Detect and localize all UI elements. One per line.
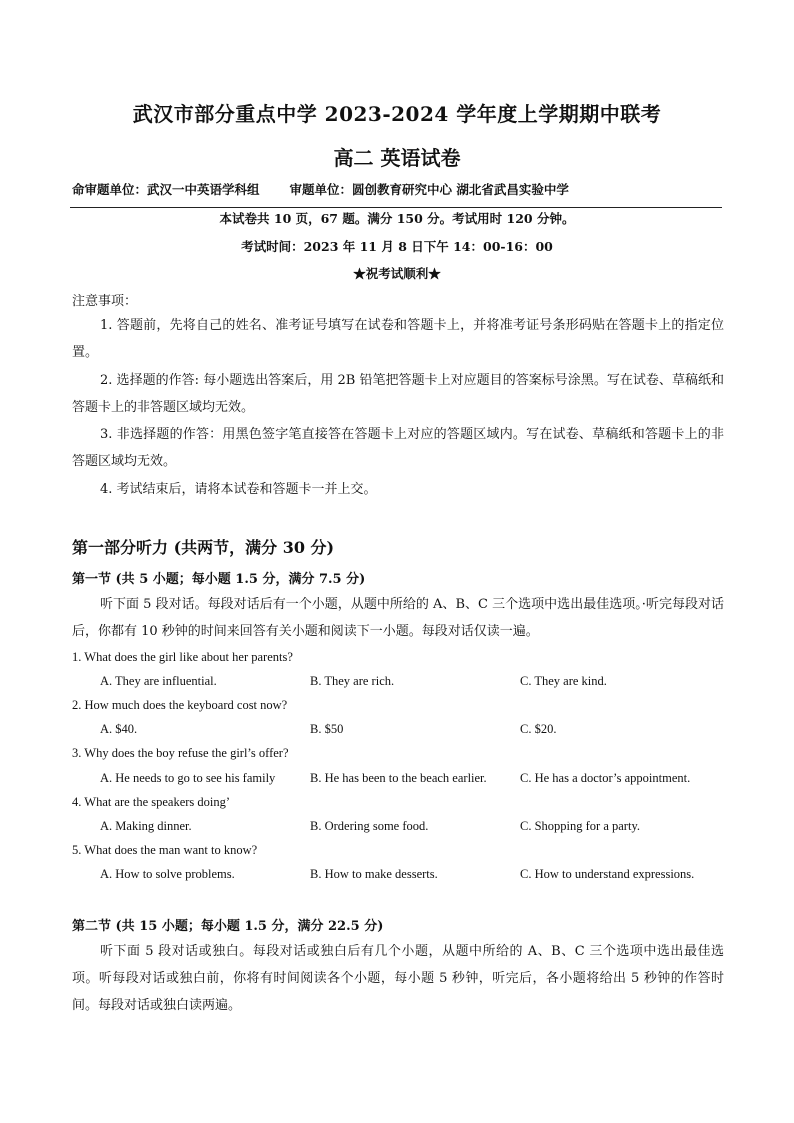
setter-units <box>72 180 569 198</box>
option-b: B. They are rich. <box>310 674 395 688</box>
option-c: C. $20. <box>520 722 557 736</box>
question-3: 3. Why does the boy refuse the girl’s offer? <box>72 746 289 760</box>
notice-item: 3. 非选择题的作答：用黑色签字笔直接答在答题卡上对应的答题区域内。写在试卷、草稿纸和答题卡上的非答题区域均无效。 <box>72 427 724 469</box>
section1-heading: 第一节 (共 5 小题；每小题 1.5 分，满分 7.5 分) <box>72 572 366 587</box>
section1-instructions: 听下面 5 段对话。每段对话后有一个小题，从题中所给的 A、B、C 三个选项中选出最佳选项。·听完每段对话后，你都有 10 秒钟的时间来回答有关小题和阅读下一小题。每段对话仅读一遍。 <box>72 597 724 639</box>
reviewer-unit: 审题单位：圆创教育研究中心 湖北省武昌实验中学 <box>289 182 569 197</box>
question-5: 5. What does the man want to know? <box>72 843 258 857</box>
notice-heading: 注意事项： <box>72 294 138 309</box>
header-divider <box>70 207 722 208</box>
option-c: C. How to understand expressions. <box>520 867 695 881</box>
option-b: B. $50 <box>310 722 344 736</box>
setter-unit: 命审题单位：武汉一中英语学科组 <box>72 182 260 197</box>
option-c: C. He has a doctor’s appointment. <box>520 771 691 785</box>
option-a: A. How to solve problems. <box>100 867 235 881</box>
question-2: 2. How much does the keyboard cost now? <box>72 698 288 712</box>
exam-subtitle: 高二 英语试卷 <box>333 146 461 170</box>
option-b: B. He has been to the beach earlier. <box>310 771 487 785</box>
section2-instructions: 听下面 5 段对话或独白。每段对话或独白后有几个小题，从题中所给的 A、B、C 三个选项中选出最佳选项。听每段对话或独白前，你将有时间阅读各个小题，每小题 5 秒钟，听完后，各小题将给出 5 秒钟的作答时间。每段对话或独白读两遍。 <box>72 944 724 1013</box>
option-b: B. How to make desserts. <box>310 867 438 881</box>
question-4: 4. What are the speakers doing’ <box>72 795 231 809</box>
exam-time-line: 考试时间：2023 年 11 月 8 日下午 14：00-16：00 <box>241 239 553 254</box>
option-b: B. Ordering some food. <box>310 819 429 833</box>
option-c: C. Shopping for a party. <box>520 819 641 833</box>
good-luck-line: ★祝考试顺利★ <box>353 266 441 281</box>
notice-item: 4. 考试结束后，请将本试卷和答题卡一并上交。 <box>100 482 377 497</box>
option-a: A. They are influential. <box>100 674 217 688</box>
notice-item: 1. 答题前，先将自己的姓名、准考证号填写在试卷和答题卡上，并将准考证号条形码贴在答题卡上的指定位置。 <box>72 318 724 360</box>
section2-heading: 第二节 (共 15 小题；每小题 1.5 分，满分 22.5 分) <box>72 919 384 934</box>
exam-info-line: 本试卷共 10 页，67 题。满分 150 分。考试用时 120 分钟。 <box>219 211 575 226</box>
exam-title: 武汉市部分重点中学 2023-2024 学年度上学期期中联考 <box>132 102 662 126</box>
option-a: A. $40. <box>100 722 138 736</box>
option-a: A. Making dinner. <box>100 819 192 833</box>
option-a: A. He needs to go to see his family <box>100 771 276 785</box>
part1-heading: 第一部分听力 (共两节，满分 30 分) <box>72 538 335 557</box>
question-1: 1. What does the girl like about her parents? <box>72 650 293 664</box>
notice-item: 2. 选择题的作答: 每小题选出答案后，用 2B 铅笔把答题卡上对应题目的答案标号涂黑。写在试卷、草稿纸和答题卡上的非答题区域均无效。 <box>72 373 724 415</box>
option-c: C. They are kind. <box>520 674 607 688</box>
